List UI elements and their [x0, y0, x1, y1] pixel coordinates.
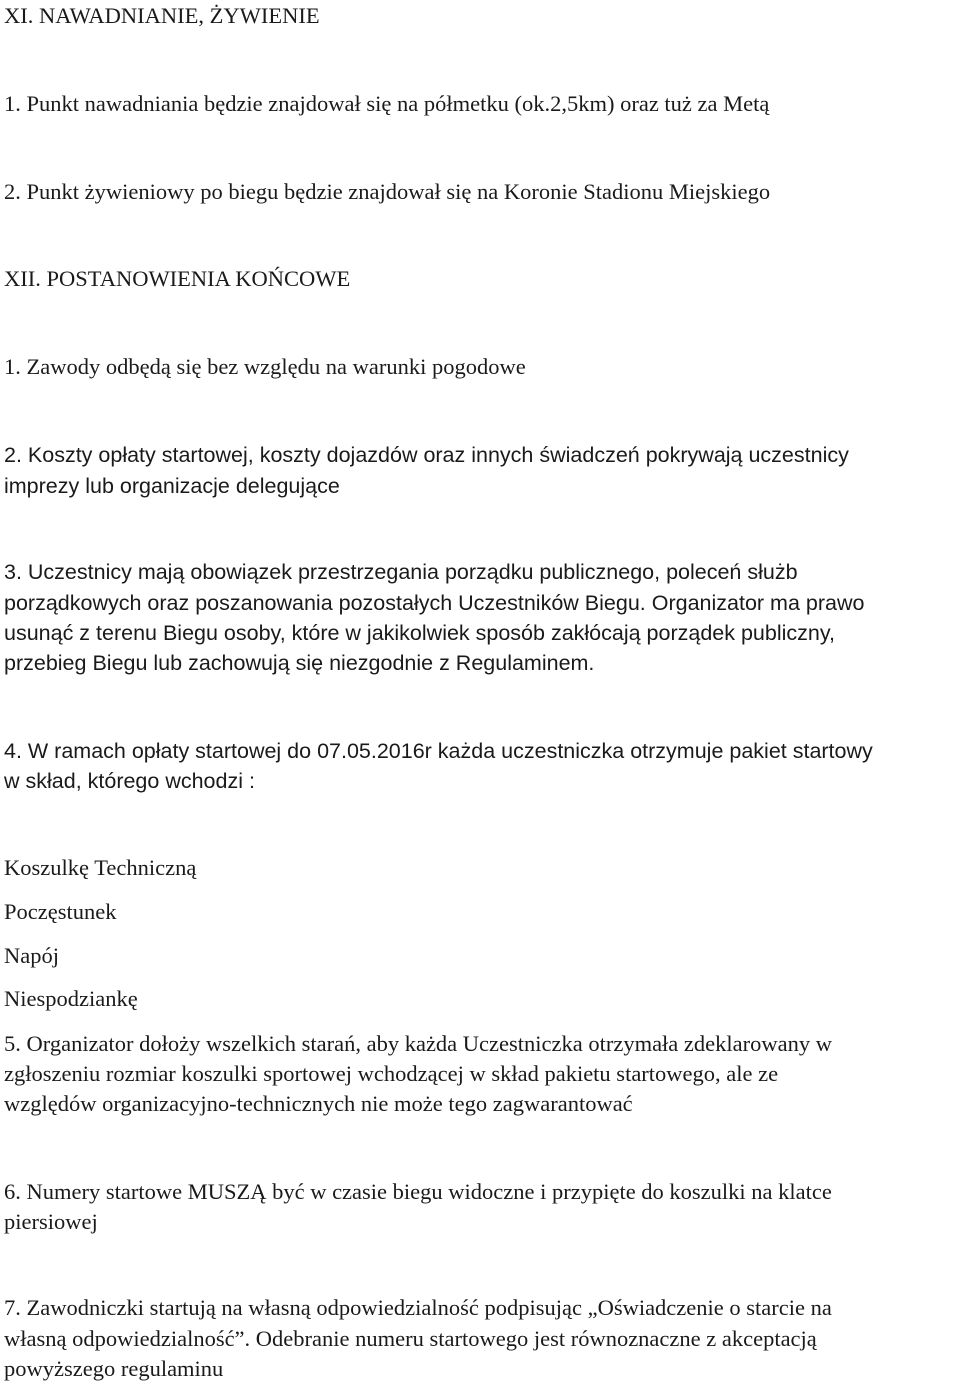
package-item-napoj: Napój — [4, 943, 59, 968]
item-postanowienia-7-line-2: własną odpowiedzialność”. Odebranie numeru startowego jest równoznaczne z akceptacją — [4, 1326, 817, 1351]
section-heading-postanowienia: XII. POSTANOWIENIA KOŃCOWE — [4, 266, 351, 291]
item-postanowienia-6-line-2: piersiowej — [4, 1209, 98, 1234]
package-item-niespodzianka: Niespodziankę — [4, 986, 138, 1011]
item-postanowienia-7-line-1: 7. Zawodniczki startują na własną odpowiedzialność podpisując „Oświadczenie o starcie na — [4, 1295, 832, 1320]
item-postanowienia-1: 1. Zawody odbędą się bez względu na warunki pogodowe — [4, 354, 526, 379]
item-postanowienia-3-line-2: porządkowych oraz poszanowania pozostałych Uczestników Biegu. Organizator ma prawo — [4, 591, 865, 615]
item-nawadnianie-2: 2. Punkt żywieniowy po biegu będzie znajdował się na Koronie Stadionu Miejskiego — [4, 179, 771, 204]
package-item-poczestunek: Poczęstunek — [4, 899, 117, 924]
item-postanowienia-2-line-2: imprezy lub organizacje delegujące — [4, 474, 340, 498]
item-postanowienia-5-line-3: względów organizacyjno-technicznych nie może tego zagwarantować — [4, 1091, 633, 1116]
item-postanowienia-4-line-2: w skład, którego wchodzi : — [4, 769, 255, 793]
item-postanowienia-3-line-3: usunąć z terenu Biegu osoby, które w jakikolwiek sposób zakłócają porządek publiczny, — [4, 621, 835, 645]
item-postanowienia-5-line-2: zgłoszeniu rozmiar koszulki sportowej wchodzącej w skład pakietu startowego, ale ze — [4, 1061, 779, 1086]
item-postanowienia-6-line-1: 6. Numery startowe MUSZĄ być w czasie biegu widoczne i przypięte do koszulki na klatce — [4, 1179, 832, 1204]
item-postanowienia-2-line-1: 2. Koszty opłaty startowej, koszty dojazdów oraz innych świadczeń pokrywają uczestnicy — [4, 443, 849, 467]
section-heading-nawadnianie: XI. NAWADNIANIE, ŻYWIENIE — [4, 3, 320, 28]
item-postanowienia-3-line-4: przebieg Biegu lub zachowują się niezgodnie z Regulaminem. — [4, 651, 595, 675]
package-item-koszulka: Koszulkę Techniczną — [4, 855, 197, 880]
item-nawadnianie-1: 1. Punkt nawadniania będzie znajdował się na półmetku (ok.2,5km) oraz tuż za Metą — [4, 91, 770, 116]
item-postanowienia-3-line-1: 3. Uczestnicy mają obowiązek przestrzegania porządku publicznego, poleceń służb — [4, 560, 798, 584]
item-postanowienia-5-line-1: 5. Organizator dołoży wszelkich starań, aby każda Uczestniczka otrzymała zdeklarowany w — [4, 1031, 832, 1056]
item-postanowienia-7-line-3: powyższego regulaminu — [4, 1356, 224, 1381]
item-postanowienia-4-line-1: 4. W ramach opłaty startowej do 07.05.2016r każda uczestniczka otrzymuje pakiet startowy — [4, 739, 873, 763]
